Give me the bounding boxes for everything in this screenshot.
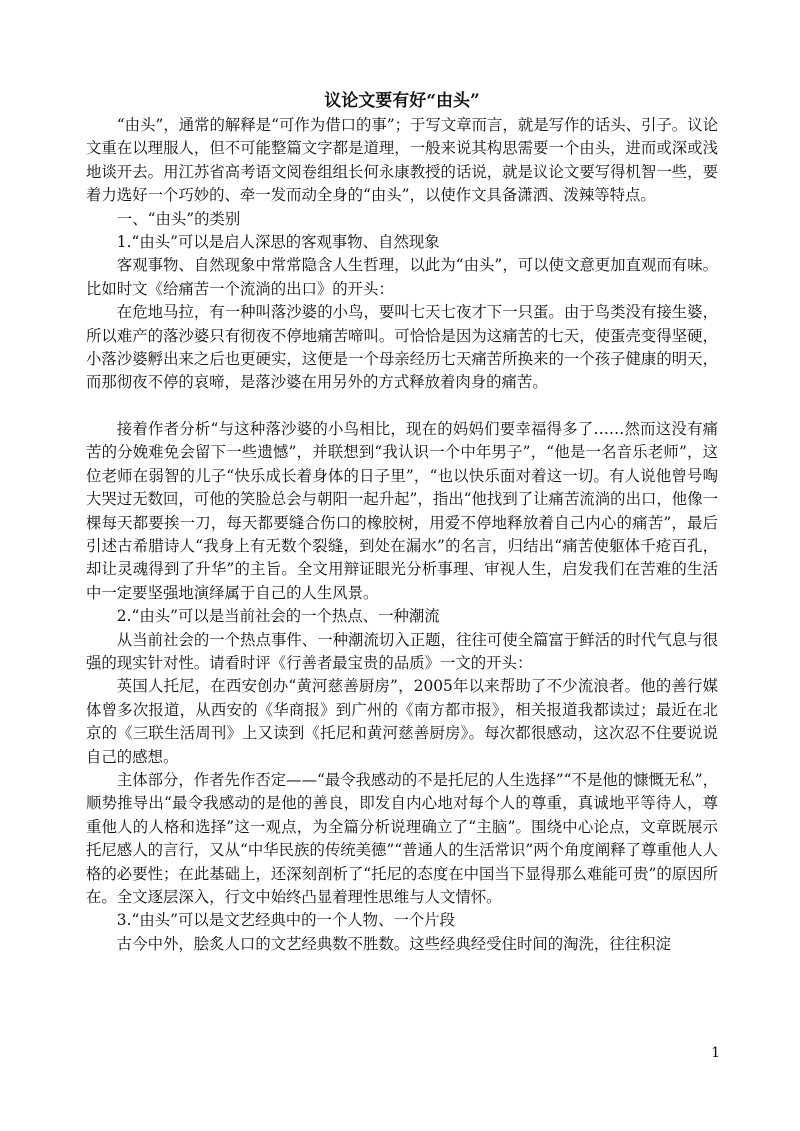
blank-line xyxy=(86,395,718,418)
subheading-2: 2.“由头”可以是当前社会的一个热点、一种潮流 xyxy=(116,607,440,626)
intro-paragraph: “由头”，通常的解释是“可作为借口的事”；于写文章而言，就是写作的话头、引子。议论文重在以理服人，但不可能整篇文字都是道理，一般来说其构思需要一个由头，进而或深或浅地谈开去。用江苏省高考语文阅卷组组长何永康教授的话说，就是议论文要写得机智一些，要着力选好一个巧妙的、牵一发而动全身的“由头”，以使作文具备潇洒、泼辣等特点。 xyxy=(86,116,718,205)
paragraph-social-hotspot: 从当前社会的一个热点事件、一种潮流切入正题，往往可使全篇富于鲜活的时代气息与很强的现实针对性。请看时评《行善者最宝贵的品质》一文的开头： xyxy=(86,630,718,672)
paragraph-objective-things: 客观事物、自然现象中常常隐含人生哲理，以此为“由头”，可以使文意更加直观而有味。比如时文《给痛苦一个流淌的出口》的开头： xyxy=(86,256,718,298)
section-heading-types: 一、“由头”的类别 xyxy=(116,209,241,228)
analysis-paragraph-1: 接着作者分析“与这种落沙婆的小鸟相比，现在的妈妈们要幸福得多了……然而这没有痛苦的分娩难免会留下一些遗憾”，并联想到“我认识一个中年男子”，“他是一名音乐老师”，这位老师在弱智的儿子“快乐成长着身体的日子里”，“也以快乐面对着这一切。有人说他曾号啕大哭过无数回，可他的笑脸总会与朝阳一起升起”，指出“他找到了让痛苦流淌的出口，他像一棵每天都要挨一刀，每天都要缝合伤口的橡胶树，用爱不停地释放着自己内心的痛苦”，最后引述古希腊诗人“我身上有无数个裂缝，到处在漏水”的名言，归结出“痛苦使躯体千疮百孔，却让灵魂得到了升华”的主旨。全文用辩证眼光分析事理、审视人生，启发我们在苦难的生活中一定要坚强地演绎属于自己的人生风景。 xyxy=(86,419,718,602)
subheading-3: 3.“由头”可以是文艺经典中的一个人物、一个片段 xyxy=(116,911,456,930)
article-body xyxy=(86,88,718,956)
article-title: 议论文要有好“由头” xyxy=(324,91,480,111)
quote-paragraph-tony: 英国人托尼，在西安创办“黄河慈善厨房”，2005年以来帮助了不少流浪者。他的善行媒体曾多次报道，从西安的《华商报》到广州的《南方都市报》，相关报道我都读过；最近在北京的《三联生活周刊》上又读到《托尼和黄河慈善厨房》。每次都很感动，这次忍不住要说说自己的感想。 xyxy=(86,677,718,766)
paragraph-classics: 古今中外，脍炙人口的文艺经典数不胜数。这些经典经受住时间的淘洗，往往积淀 xyxy=(116,934,671,953)
page-number: 1 xyxy=(711,1045,720,1061)
analysis-paragraph-2: 主体部分，作者先作否定——“最令我感动的不是托尼的人生选择”“不是他的慷慨无私”，顺势推导出“最令我感动的是他的善良，即发自内心地对每个人的尊重，真诚地平等待人，尊重他人的人格和选择”这一观点，为全篇分析说理确立了“主脑”。围绕中心论点，文章既展示托尼感人的言行，又从“中华民族的传统美德”“普通人的生活常识”两个角度阐释了尊重他人人格的必要性；在此基础上，还深刻剖析了“托尼的态度在中国当下显得那么难能可贵”的原因所在。全文逐层深入，行文中始终凸显着理性思维与人文情怀。 xyxy=(86,770,718,906)
subheading-1: 1.“由头”可以是启人深思的客观事物、自然现象 xyxy=(116,233,440,252)
quote-paragraph-bird: 在危地马拉，有一种叫落沙婆的小鸟，要叫七天七夜才下一只蛋。由于鸟类没有接生婆，所以难产的落沙婆只有彻夜不停地痛苦啼叫。可恰恰是因为这痛苦的七天，使蛋壳变得坚硬，小落沙婆孵出来之后也更硬实，这便是一个母亲经历七天痛苦所换来的一个孩子健康的明天，而那彻夜不停的哀啼，是落沙婆在用另外的方式释放着肉身的痛苦。 xyxy=(86,303,718,392)
